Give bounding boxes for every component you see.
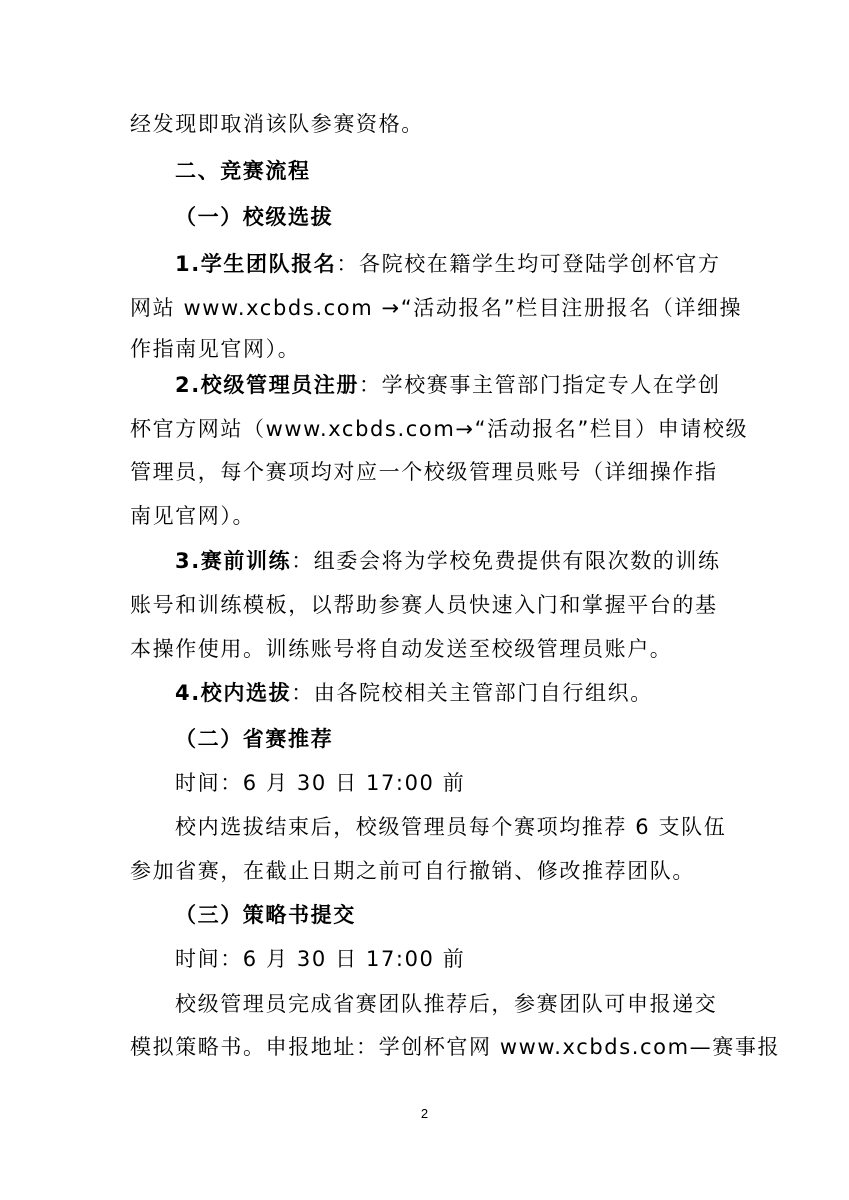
paragraph-line: 网站 www.xcbds.com →“活动报名”栏目注册报名（详细操 — [130, 296, 743, 320]
paragraph-line: 作指南见官网）。 — [130, 337, 301, 361]
paragraph-line: 经发现即取消该队参赛资格。 — [130, 112, 424, 136]
paragraph-line: 校级管理员完成省赛团队推荐后，参赛团队可申报递交 — [175, 992, 718, 1016]
list-item-text: ：由各院校相关主管部门自行组织。 — [291, 681, 653, 705]
subsection-heading: （二）省赛推荐 — [175, 727, 334, 751]
list-item — [175, 545, 775, 577]
list-item-text: ：组委会将为学校免费提供有限次数的训练 — [291, 549, 721, 573]
list-item — [175, 248, 775, 280]
list-item-label: 4.校内选拔 — [175, 681, 292, 705]
paragraph-line: 参加省赛，在截止日期之前可自行撤销、修改推荐团队。 — [130, 859, 695, 883]
subsection-heading: （一）校级选拔 — [175, 205, 334, 229]
paragraph-line: 南见官网）。 — [130, 504, 256, 528]
subsection-heading: （三）策略书提交 — [175, 903, 356, 927]
list-item-label: 2.校级管理员注册 — [175, 373, 359, 397]
list-item-label: 3.赛前训练 — [175, 549, 292, 573]
list-item-text: ：学校赛事主管部门指定专人在学创 — [359, 373, 721, 397]
paragraph-line: 管理员，每个赛项均对应一个校级管理员账号（详细操作指 — [130, 460, 718, 484]
paragraph-line: 模拟策略书。申报地址：学创杯官网 www.xcbds.com—赛事报 — [130, 1035, 781, 1059]
section-heading: 二、竞赛流程 — [175, 159, 311, 183]
list-item — [175, 677, 775, 709]
list-item-text: ：各院校在籍学生均可登陆学创杯官方 — [336, 252, 721, 276]
list-item-label: 1.学生团队报名 — [175, 252, 337, 276]
page-number: 2 — [420, 1106, 429, 1121]
time-line: 时间：6 月 30 日 17:00 前 — [175, 771, 466, 795]
time-line: 时间：6 月 30 日 17:00 前 — [175, 947, 466, 971]
list-item — [175, 369, 775, 401]
paragraph-line: 账号和训练模板，以帮助参赛人员快速入门和掌握平台的基 — [130, 593, 718, 617]
paragraph-line: 杯官方网站（www.xcbds.com→“活动报名”栏目）申请校级 — [130, 417, 749, 441]
paragraph-line: 校内选拔结束后，校级管理员每个赛项均推荐 6 支队伍 — [175, 815, 727, 839]
paragraph-line: 本操作使用。训练账号将自动发送至校级管理员账户。 — [130, 637, 673, 661]
